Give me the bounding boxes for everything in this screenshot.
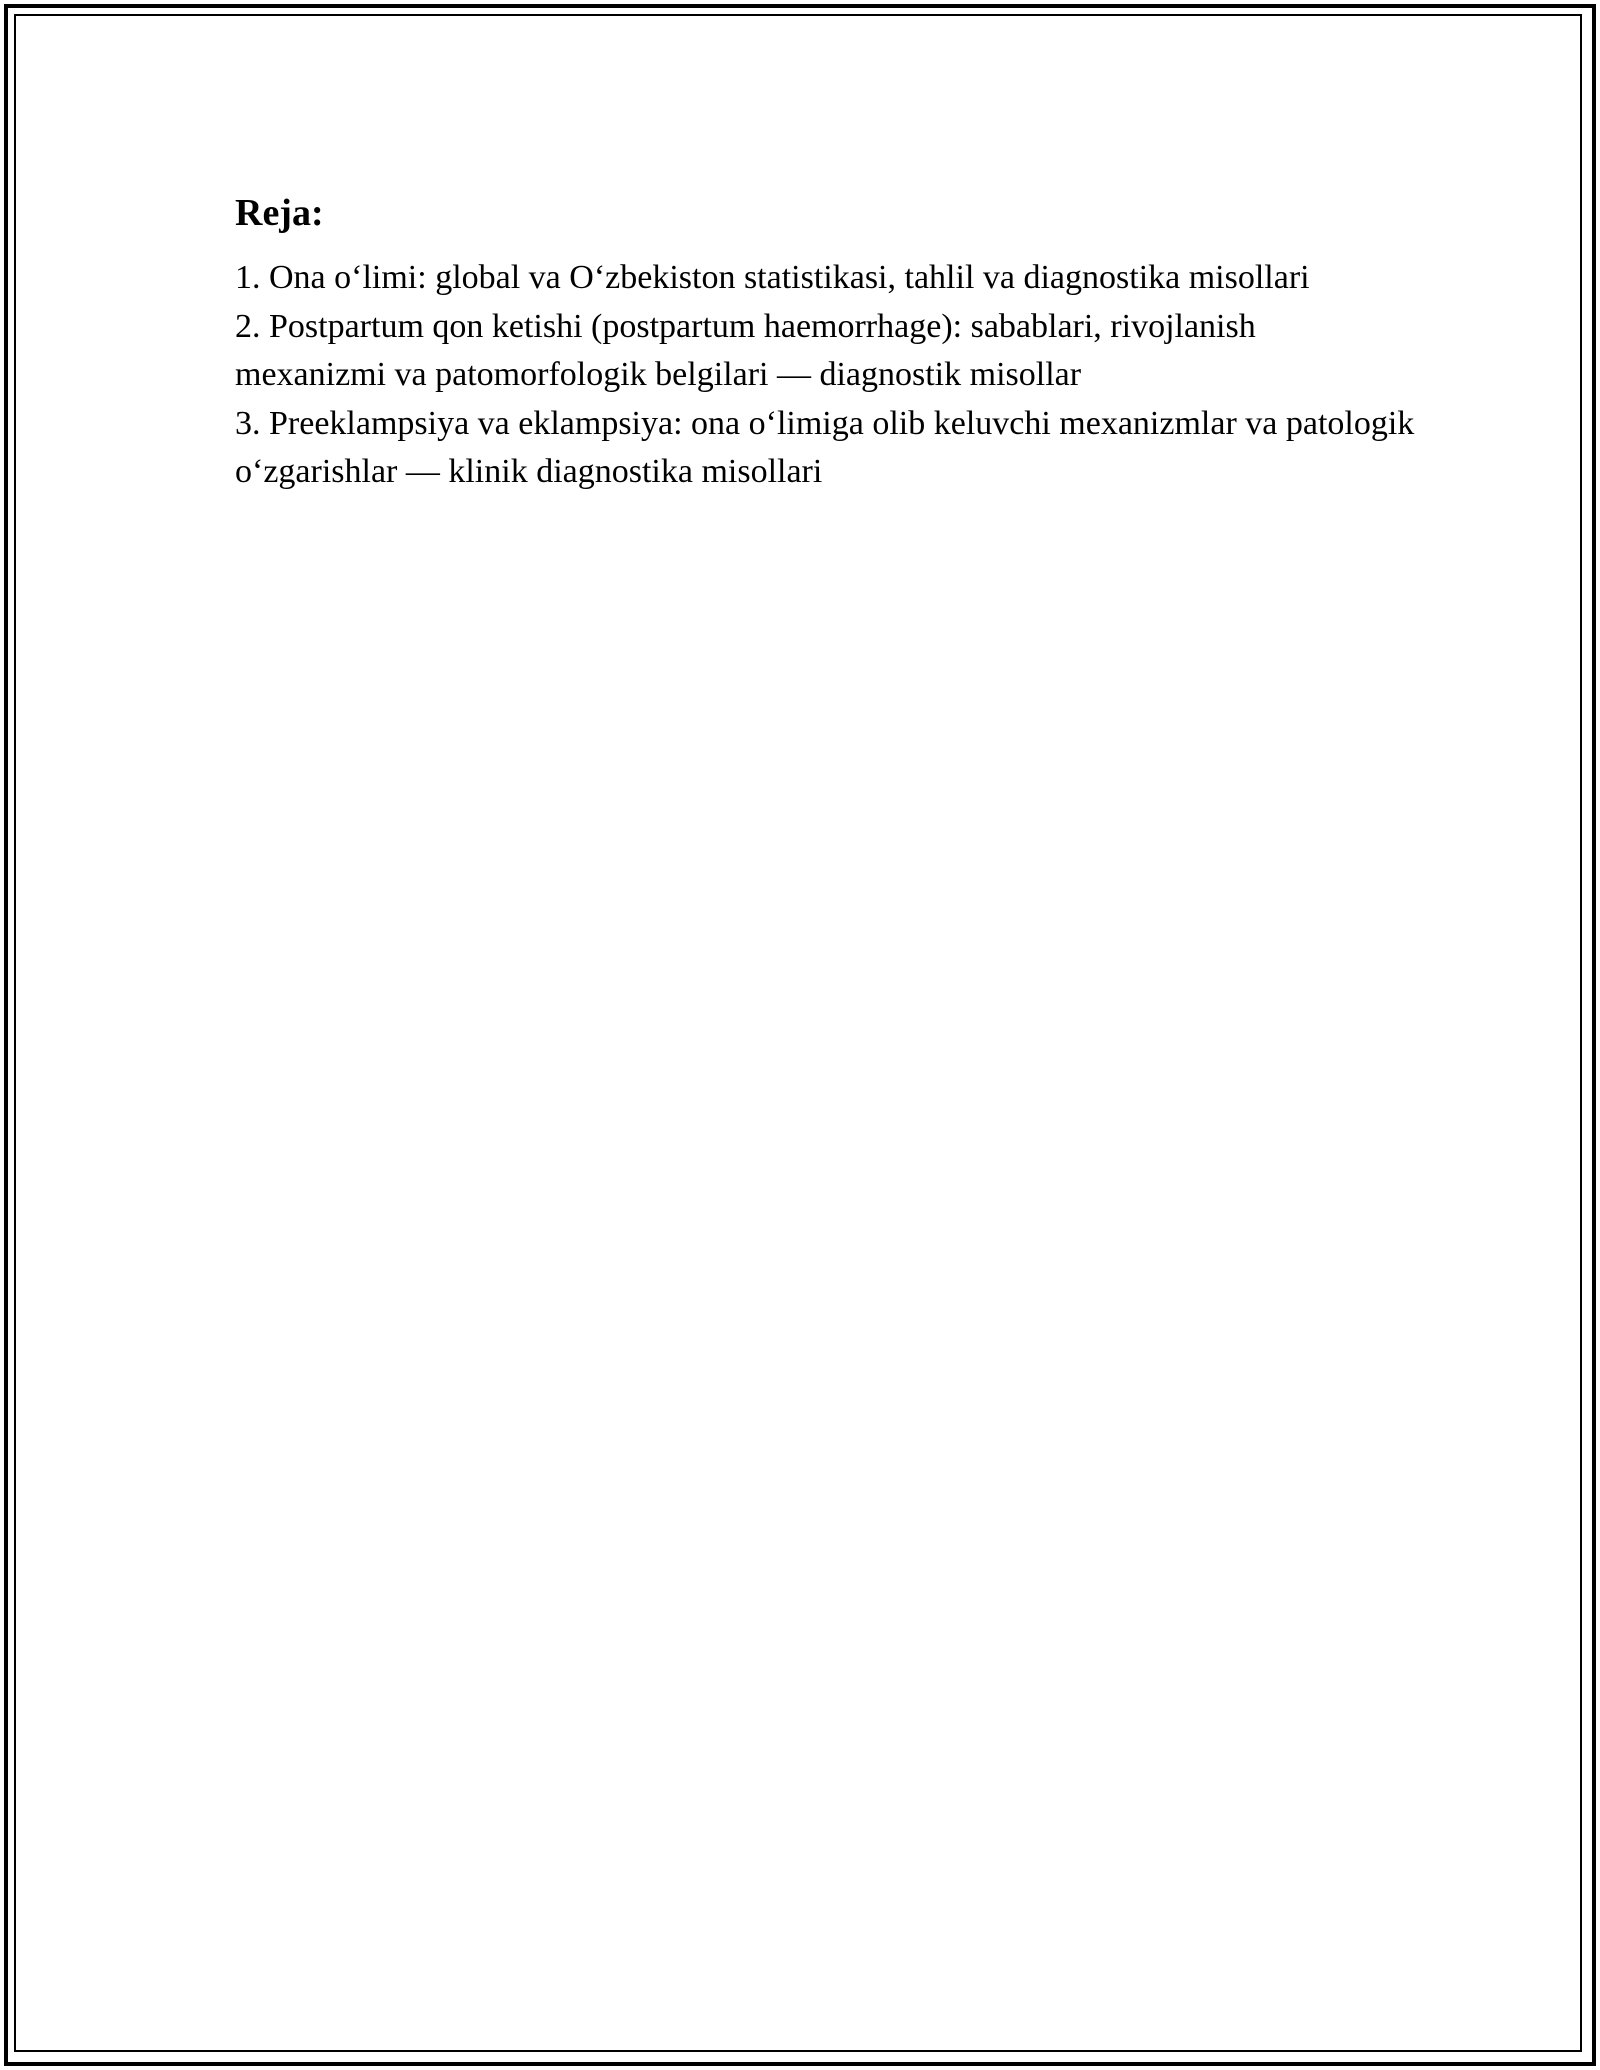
plan-item-3: 3. Preeklampsiya va eklampsiya: ona o‘limiga olib keluvchi mexanizmlar va patologik o‘zgarishlar — klinik diagnostika misollari <box>235 404 1415 490</box>
plan-list <box>235 254 1415 497</box>
document-body <box>235 186 1415 497</box>
plan-item-2: 2. Postpartum qon ketishi (postpartum haemorrhage): sabablari, rivojlanish mexanizmi va patomorfologik belgilari — diagnostik misollar <box>235 307 1256 393</box>
plan-item-1: 1. Ona o‘limi: global va O‘zbekiston statistikasi, tahlil va diagnostika misollari <box>235 259 1310 296</box>
plan-heading: Reja: <box>235 192 324 234</box>
